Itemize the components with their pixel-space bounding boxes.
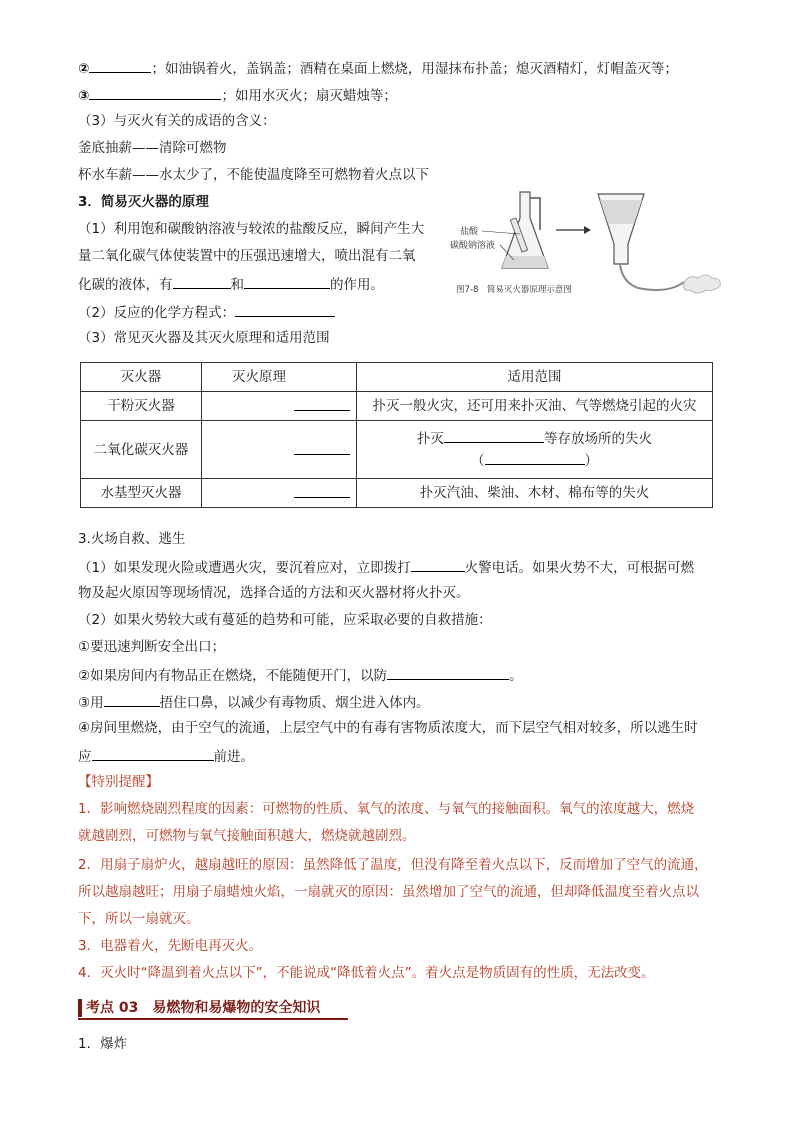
table-cell-scope	[357, 421, 713, 479]
reminder-2: 2．用扇子扇炉火，越扇越旺的原因：虽然降低了温度，但没有降至着火点以下，反而增加了空气的流通，	[78, 857, 708, 873]
reminder-1-cont: 就越剧烈，可燃物与氧气接触面积越大，燃烧就越剧烈。	[78, 828, 416, 844]
table-header-cell: 灭火原理	[202, 363, 357, 392]
reminder-4: 4．灭火时“降温到着火点以下”，不能说成“降低着火点”。着火点是物质固有的性质，无法改变。	[78, 965, 655, 981]
paren: ）	[584, 452, 598, 469]
table-header-row	[81, 363, 713, 392]
table-heading: （3）常见灭火器及其灭火原理和适用范围	[78, 330, 330, 346]
reminder-3: 3．电器着火，先断电再灭火。	[78, 938, 263, 954]
answer-blank[interactable]	[235, 302, 335, 317]
escape-step-4: ④房间里燃烧，由于空气的流通，上层空气中的有毒有害物质浓度大，而下层空气相对较多，所以逃生时	[78, 720, 698, 736]
answer-blank[interactable]	[294, 483, 350, 498]
circled-number: ②	[78, 61, 90, 77]
table-row	[81, 392, 713, 421]
table-cell-principle	[202, 479, 357, 508]
line-text: ；如油锅着火，盖锅盖；酒精在桌面上燃烧，用湿抹布扑盖；熄灭酒精灯，灯帽盖灭等；	[151, 61, 678, 77]
line-text: 捂住口鼻，以减少有毒物质、烟尘进入体内。	[159, 695, 430, 711]
idiom-heading: （3）与灭火有关的成语的含义：	[78, 113, 276, 129]
table-header-cell: 适用范围	[357, 363, 713, 392]
idiom-2: 杯水车薪——水太少了，不能使温度降至可燃物着火点以下	[78, 167, 429, 183]
line-text: ；如用水灭火；扇灭蜡烛等；	[221, 88, 397, 104]
section-underline	[78, 1018, 348, 1020]
label-acid: 盐酸	[460, 227, 479, 237]
principle-line-2: 量二氧化碳气体使装置中的压强迅速增大，喷出混有二氧	[78, 248, 416, 264]
answer-blank[interactable]	[173, 274, 231, 289]
answer-blank[interactable]	[89, 85, 221, 100]
line-text: 前进。	[213, 749, 254, 765]
answer-blank[interactable]	[294, 440, 350, 455]
escape-p1-cont: 物及起火原因等现场情况，选择合适的方法和灭火器材将火扑灭。	[78, 585, 470, 601]
line-item-3	[78, 85, 397, 105]
table-cell-name: 干粉灭火器	[81, 392, 202, 421]
idiom-1: 釜底抽薪——清除可燃物	[78, 140, 227, 156]
line-text: 的作用。	[330, 277, 384, 293]
escape-step-3	[78, 692, 430, 712]
equation-line	[78, 302, 335, 322]
answer-blank[interactable]	[104, 692, 160, 707]
section-header	[78, 997, 348, 1019]
paren: （	[471, 452, 485, 469]
reminder-title: 【特别提醒】	[78, 774, 159, 790]
escape-heading: 3.火场自救、逃生	[78, 531, 186, 547]
escape-step-2	[78, 665, 523, 685]
table-cell-name: 二氧化碳灭火器	[81, 421, 202, 479]
extinguisher-heading: 3．简易灭火器的原理	[78, 194, 209, 210]
table-cell-name: 水基型灭火器	[81, 479, 202, 508]
table-cell-scope: 扑灭汽油、柴油、木材、棉布等的失火	[357, 479, 713, 508]
table-cell-principle	[202, 421, 357, 479]
answer-blank[interactable]	[244, 274, 330, 289]
table-row	[81, 479, 713, 508]
escape-p1	[78, 557, 694, 577]
line-text: ②如果房间内有物品正在燃烧，不能随便开门，以防	[78, 668, 388, 684]
extinguisher-figure	[448, 190, 730, 300]
section-title: 考点 03 易燃物和易爆物的安全知识	[86, 1000, 321, 1016]
figure-caption: 图7-8 简易灭火器原理示意图	[456, 285, 572, 295]
line-text: ③用	[78, 695, 104, 711]
line-text: 应	[78, 749, 92, 765]
answer-blank[interactable]	[411, 557, 465, 572]
scope-text: 等存放场所的失火	[544, 430, 652, 447]
principle-line-1: （1）利用饱和碳酸钠溶液与较浓的盐酸反应，瞬间产生大	[78, 221, 425, 237]
scope-text: 扑灭	[417, 430, 444, 447]
subsection-heading: 1．爆炸	[78, 1036, 128, 1052]
principle-line-3	[78, 274, 384, 294]
line-text: 。	[509, 668, 523, 684]
extinguisher-table	[80, 362, 713, 508]
escape-step-1: ①要迅速判断安全出口；	[78, 639, 226, 655]
circled-number: ③	[78, 88, 90, 104]
table-header-cell: 灭火器	[81, 363, 202, 392]
extinguisher-diagram	[448, 190, 730, 300]
escape-p2: （2）如果火势较大或有蔓延的趋势和可能，应采取必要的自救措施：	[78, 612, 492, 628]
line-item-2	[78, 58, 678, 78]
line-text: （2）反应的化学方程式：	[78, 305, 236, 321]
line-text: 火警电话。如果火势不大，可根据可燃	[464, 560, 695, 576]
table-row	[81, 421, 713, 479]
answer-blank[interactable]	[485, 450, 585, 465]
escape-step-4-cont	[78, 746, 254, 766]
label-solution: 碳酸钠溶液	[450, 241, 496, 251]
reminder-2-cont: 所以越扇越旺；用扇子扇蜡烛火焰，一扇就灭的原因：虽然增加了空气的流通，但却降低温度至着火点以	[78, 884, 699, 900]
answer-blank[interactable]	[387, 665, 509, 680]
line-text: （1）如果发现火险或遭遇火灾，要沉着应对，立即拨打	[78, 560, 411, 576]
line-text: 和	[230, 277, 244, 293]
line-text: 化碳的液体，有	[78, 277, 173, 293]
answer-blank[interactable]	[92, 746, 214, 761]
reminder-2-cont2: 下，所以一扇就灭。	[78, 911, 200, 927]
answer-blank[interactable]	[444, 428, 544, 443]
section-marker	[78, 999, 82, 1017]
answer-blank[interactable]	[294, 396, 350, 411]
reminder-1: 1．影响燃烧剧烈程度的因素：可燃物的性质、氧气的浓度、与氧气的接触面积。氧气的浓度越大，燃烧	[78, 801, 695, 817]
answer-blank[interactable]	[89, 58, 151, 73]
table-cell-principle	[202, 392, 357, 421]
table-cell-scope: 扑灭一般火灾，还可用来扑灭油、气等燃烧引起的火灾	[357, 392, 713, 421]
